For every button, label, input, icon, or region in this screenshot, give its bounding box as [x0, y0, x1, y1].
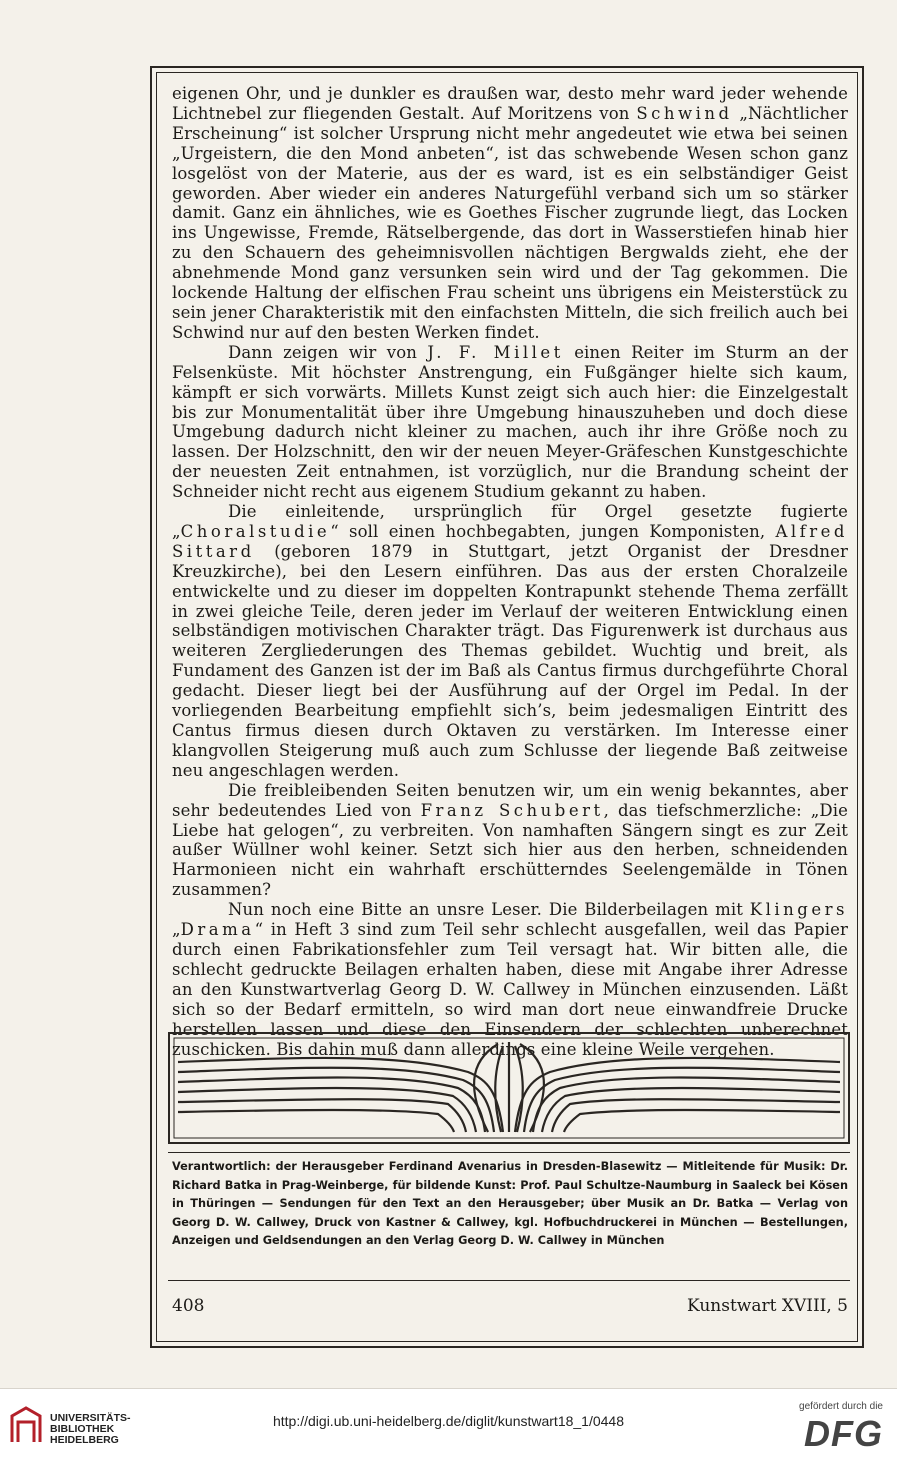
text-run: einen Reiter im Sturm an der Felsenküste. Mit höchster Anstrengung, ein Fußgänger hielte sich kaum, kämpft er sich vorwärts. Millets Kunst zeigt sich auch hier: die Einzelgestalt bis zur Monumentalität über ihre Umgebung hinauszuheben und doch diese Umgebung dadurch nicht kleiner zu machen, auch ihr ihre Größe noch zu lassen. Der Holzschnitt, den wir der neuen Meyer-Gräfeschen Kunstgeschichte der neuesten Zeit entnahmen, ist vorzüglich, nur die Brandung scheint der Schneider nicht recht aus eigenem Studium gekannt zu haben.: [172, 342, 848, 502]
emphasized-name: J. F. Millet: [427, 342, 564, 362]
text-run: “ soll einen hochbegabten, jungen Komponisten,: [330, 521, 776, 541]
paragraph: [172, 84, 848, 343]
emphasized-name: Franz Schubert: [420, 800, 604, 820]
imprint-bottom-rule: [168, 1280, 850, 1281]
text-run: , das tiefschmerzliche: „Die Liebe hat gelogen“, zu verbreiten. Von namhaften Sängern singt es zur Zeit außer Wüllner wohl keiner. Setzt sich hier aus den herben, schneidenden Harmonieen nicht ein wahrhaft erschütterndes Seelengemälde in Tönen zusammen?: [172, 800, 848, 900]
viewer-footer: [0, 1388, 897, 1462]
library-name-line: BIBLIOTHEK: [50, 1423, 115, 1435]
imprint: Verantwortlich: der Herausgeber Ferdinand Avenarius in Dresden-Blasewitz — Mitleitende für Musik: Dr. Richard Batka in Prag-Weinberge, für bildende Kunst: Prof. Paul Schultze-Naumburg in Saaleck bei Kösen in Thüringen — Sendungen für den Text an den Herausgeber; über Musik an Dr. Batka — Verlag von Georg D. W. Callwey, Druck von Kastner & Callwey, kgl. Hofbuchdruckerei in München — Bestellungen, Anzeigen und Geldsendungen an den Verlag Georg D. W. Callwey in München: [172, 1160, 848, 1248]
dfg-logo: DFG: [804, 1413, 883, 1454]
text-run: (geboren 1879 in Stuttgart, jetzt Organist der Dresdner Kreuzkirche), bei den Lesern einführen. Das aus der ersten Choralzeile entwickelte und zu dieser im doppelten Kontrapunkt stehende Thema zerfällt in zwei gleiche Teile, deren jeder im Verlauf der weiteren Entwicklung einen selbständigen motivischen Charakter trägt. Das Figurenwerk ist durchaus aus weiteren Zergliederungen des Themas gebildet. Wuchtig und breit, als Fundament des Ganzen ist der im Baß als Cantus firmus durchgeführte Choral gedacht. Dieser liegt bei der Ausführung auf der Orgel im Pedal. In der vorliegenden Bearbeitung empfiehlt sich’s, beim jedesmaligen Eintritt des Cantus firmus diesen durch Oktaven zu verstärken. Im Interesse einer klangvollen Steigerung muß auch zum Schlusse der liegende Baß zeitweise neu angeschlagen werden.: [172, 541, 848, 780]
emphasized-name: Klingers: [749, 900, 848, 920]
emphasized-name: Drama: [180, 920, 255, 940]
paragraph: [172, 502, 848, 781]
page-number: 408: [172, 1296, 205, 1316]
imprint-top-rule: [168, 1152, 850, 1153]
text-run: „Nächtlicher Erscheinung“ ist solcher Ursprung nicht mehr angedeutet wie etwa bei seinen „Urgeistern, die den Mond anbeten“, ist das schwebende Wesen schon ganz losgelöst von der Materie, aus der es ward, ist es ein selbständiger Geist geworden. Aber wieder ein anderes Naturgefühl verband sich um so stärker damit. Ganz ein ähnliches, wie es Goethes Fischer zugrunde liegt, das Locken ins Ungewisse, Fremde, Rätselbergende, das dort in Wasserstiefen hinab hier zu den Schauern des geheimnisvollen nächtigen Bergwalds zieht, ehe der abnehmende Mond ganz versunken sein wird und der Tag gekommen. Die lockende Haltung der elfischen Frau scheint uns übrigens ein Meisterstück zu sein jener Charakteristik mit den einfachsten Mitteln, die sich freilich auch bei Schwind nur auf den besten Werken findet.: [172, 103, 848, 342]
text-run: Die freibleibenden Seiten benutzen wir, um ein wenig bekanntes, aber sehr bedeutendes Lied von: [172, 780, 848, 820]
paragraph: [172, 343, 848, 502]
emphasized-name: Choralstudie: [180, 521, 331, 541]
folio: [172, 1296, 848, 1316]
text-run: Nun noch eine Bitte an unsre Leser. Die Bilderbeilagen mit: [228, 900, 750, 920]
emphasized-name: Alfred Sittard: [172, 521, 848, 561]
emphasized-name: Schwind: [636, 103, 733, 123]
library-name-line: HEIDELBERG: [50, 1434, 119, 1446]
running-title: Kunstwart XVIII, 5: [687, 1296, 848, 1316]
text-run: Dann zeigen wir von: [228, 342, 428, 362]
permalink[interactable]: http://digi.ub.uni-heidelberg.de/diglit/kunstwart18_1/0448: [272, 1413, 625, 1429]
library-name-line: UNIVERSITÄTS-: [50, 1412, 131, 1424]
paragraph: [172, 781, 848, 900]
art-nouveau-ornament: [168, 1032, 850, 1144]
funding-note: gefördert durch die: [799, 1401, 883, 1412]
text-run: Die einleitende, ursprünglich für Orgel gesetzte fugierte „: [172, 502, 848, 541]
text-run: “ in Heft 3 sind zum Teil sehr schlecht ausgefallen, weil das Papier durch einen Fabrikationsfehler zum Teil versagt hat. Wir bitten alle, die schlecht gedruckte Beilagen erhalten haben, diese mit Angabe ihrer Adresse an den Kunstwartverlag Georg D. W. Callwey in München einzusenden. Läßt sich so der Bedarf ermitteln, so wird man dort neue einwandfreie Drucke herstellen lassen und diese den Einsendern der schlechten unberechnet zuschicken. Bis dahin muß dann allerdings eine kleine Weile vergehen.: [172, 920, 848, 1059]
text-run: „: [172, 920, 181, 940]
text-run: eigenen Ohr, und je dunkler es draußen war, desto mehr ward jeder wehende Lichtnebel zur fliegenden Gestalt. Auf Moritzens von: [172, 84, 848, 123]
article-body: [172, 84, 848, 1059]
